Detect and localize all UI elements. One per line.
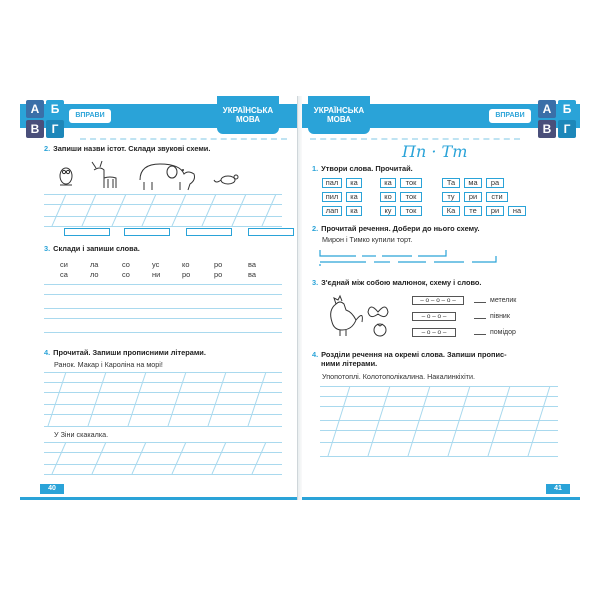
- task-number: 2.: [44, 144, 51, 153]
- mouse-icon: [214, 175, 238, 184]
- syllable-cell: ку: [380, 206, 396, 216]
- syllable-cell: ри: [486, 206, 504, 216]
- rooster-icon: [331, 296, 363, 336]
- sound-scheme-box[interactable]: [124, 228, 170, 236]
- syllable: ва: [248, 260, 256, 269]
- subject-tab: УКРАЇНСЬКА МОВА: [308, 96, 370, 134]
- task-2: [44, 144, 210, 153]
- syllable: са: [60, 270, 68, 279]
- writing-lines-2: [44, 284, 282, 332]
- syllable: ва: [248, 270, 256, 279]
- task-number: 3.: [312, 278, 319, 287]
- task-instruction: З'єднай між собою малюнок, схему і слово.: [321, 278, 482, 287]
- word[interactable]: метелик: [490, 297, 517, 304]
- alphabet-blocks-logo: [26, 100, 64, 138]
- elephant-icon: [140, 164, 195, 190]
- syllable-cell: ток: [400, 178, 422, 188]
- task-instruction: Прочитай. Запиши прописними літерами.: [53, 348, 206, 357]
- task-4: [44, 348, 206, 357]
- exercises-tab: ВПРАВИ: [68, 108, 112, 124]
- exercises-tab: ВПРАВИ: [488, 108, 532, 124]
- footer-bar: [302, 497, 580, 500]
- task-instruction: Склади і запиши слова.: [53, 244, 140, 253]
- task-2: [312, 224, 480, 233]
- sentence-schemes: [316, 246, 546, 266]
- task-number: 1.: [312, 164, 319, 173]
- sentence: Упопотоплі. Колотополікалина. Накалинкіхіти.: [322, 372, 475, 381]
- syllable-cell: Ка: [442, 206, 460, 216]
- syllable: ро: [214, 260, 223, 269]
- syllable: си: [60, 260, 68, 269]
- syllable-cell: те: [464, 206, 482, 216]
- owl-icon: [60, 168, 72, 185]
- block-letter: Г: [558, 120, 576, 138]
- task-3: [44, 244, 140, 253]
- subject-tab: УКРАЇНСЬКА МОВА: [217, 96, 279, 134]
- syllable-cell: ри: [464, 192, 482, 202]
- syllable: ни: [152, 270, 161, 279]
- letter-heading: Пп · Тт: [402, 142, 468, 161]
- page-number: 41: [546, 484, 570, 494]
- syllable-cell: ка: [346, 192, 362, 202]
- alphabet-blocks-logo: [538, 100, 576, 138]
- header-dashes: [310, 138, 520, 140]
- syllable-cell: ка: [380, 178, 396, 188]
- word[interactable]: півник: [490, 313, 510, 320]
- syllable: со: [122, 260, 130, 269]
- reading-line-1: Ранок. Макар і Кароліна на морі!: [54, 360, 163, 369]
- task-number: 3.: [44, 244, 51, 253]
- left-page: [20, 96, 298, 500]
- rooster-butterfly-tomato-illustration: [322, 292, 402, 342]
- syllable: ро: [214, 270, 223, 279]
- header-dashes: [80, 138, 287, 140]
- block-letter: Б: [558, 100, 576, 118]
- word-scheme[interactable]: – о – о – о –: [412, 296, 464, 305]
- syllable-cell: ток: [400, 206, 422, 216]
- task-number: 4.: [312, 350, 319, 359]
- right-page: [302, 96, 580, 500]
- footer-bar: [20, 497, 297, 500]
- syllable-cell: ток: [400, 192, 422, 202]
- sound-scheme-box[interactable]: [186, 228, 232, 236]
- writing-lines-3: [44, 372, 282, 426]
- workbook-spread: [20, 96, 580, 500]
- syllable-cell: ма: [464, 178, 482, 188]
- sound-scheme-box[interactable]: [64, 228, 110, 236]
- syllable: со: [122, 270, 130, 279]
- syllable-cell: ра: [486, 178, 504, 188]
- syllable-cell: ко: [380, 192, 396, 202]
- task-instruction-line1: Розділи речення на окремі слова. Запиши пропис-: [321, 350, 507, 359]
- syllable-cell: Та: [442, 178, 460, 188]
- block-letter: Г: [46, 120, 64, 138]
- syllable-cell: на: [508, 206, 526, 216]
- task-instruction: Запиши назви істот. Склади звукові схеми.: [53, 144, 211, 153]
- task-4: [312, 350, 562, 368]
- syllable: ко: [182, 260, 190, 269]
- animals-illustration: [56, 158, 256, 192]
- block-letter: В: [26, 120, 44, 138]
- task-instruction-line2: ними літерами.: [321, 359, 378, 368]
- task-instruction: Прочитай речення. Добери до нього схему.: [321, 224, 480, 233]
- task-instruction: Утвори слова. Прочитай.: [321, 164, 413, 173]
- sound-scheme-box[interactable]: [248, 228, 294, 236]
- reading-line-2: У Зіни скакалка.: [54, 430, 109, 439]
- word-scheme[interactable]: – о – о –: [412, 328, 456, 337]
- tomato-icon: [374, 324, 386, 336]
- syllable: ла: [90, 260, 99, 269]
- writing-lines-1: [44, 194, 282, 226]
- word-scheme[interactable]: – о – о –: [412, 312, 456, 321]
- block-letter: Б: [46, 100, 64, 118]
- task-number: 2.: [312, 224, 319, 233]
- writing-lines-4: [44, 442, 282, 474]
- page-number: 40: [40, 484, 64, 494]
- block-letter: А: [26, 100, 44, 118]
- syllable: ро: [182, 270, 191, 279]
- task-3: [312, 278, 481, 287]
- writing-lines-r: [320, 386, 558, 456]
- task-number: 4.: [44, 348, 51, 357]
- block-letter: А: [538, 100, 556, 118]
- syllable-cell: ка: [346, 206, 362, 216]
- word[interactable]: помідор: [490, 329, 516, 336]
- goat-icon: [92, 161, 116, 188]
- syllable-cell: ка: [346, 178, 362, 188]
- syllable-cell: лап: [322, 206, 342, 216]
- syllable-cell: ту: [442, 192, 460, 202]
- syllable: ус: [152, 260, 160, 269]
- syllable: ло: [90, 270, 99, 279]
- syllable-cell: пил: [322, 192, 342, 202]
- block-letter: В: [538, 120, 556, 138]
- syllable-cell: сти: [486, 192, 508, 202]
- butterfly-icon: [368, 307, 388, 317]
- sentence: Мирон і Тимко купили торт.: [322, 235, 413, 244]
- task-1: [312, 164, 413, 173]
- syllable-cell: пал: [322, 178, 342, 188]
